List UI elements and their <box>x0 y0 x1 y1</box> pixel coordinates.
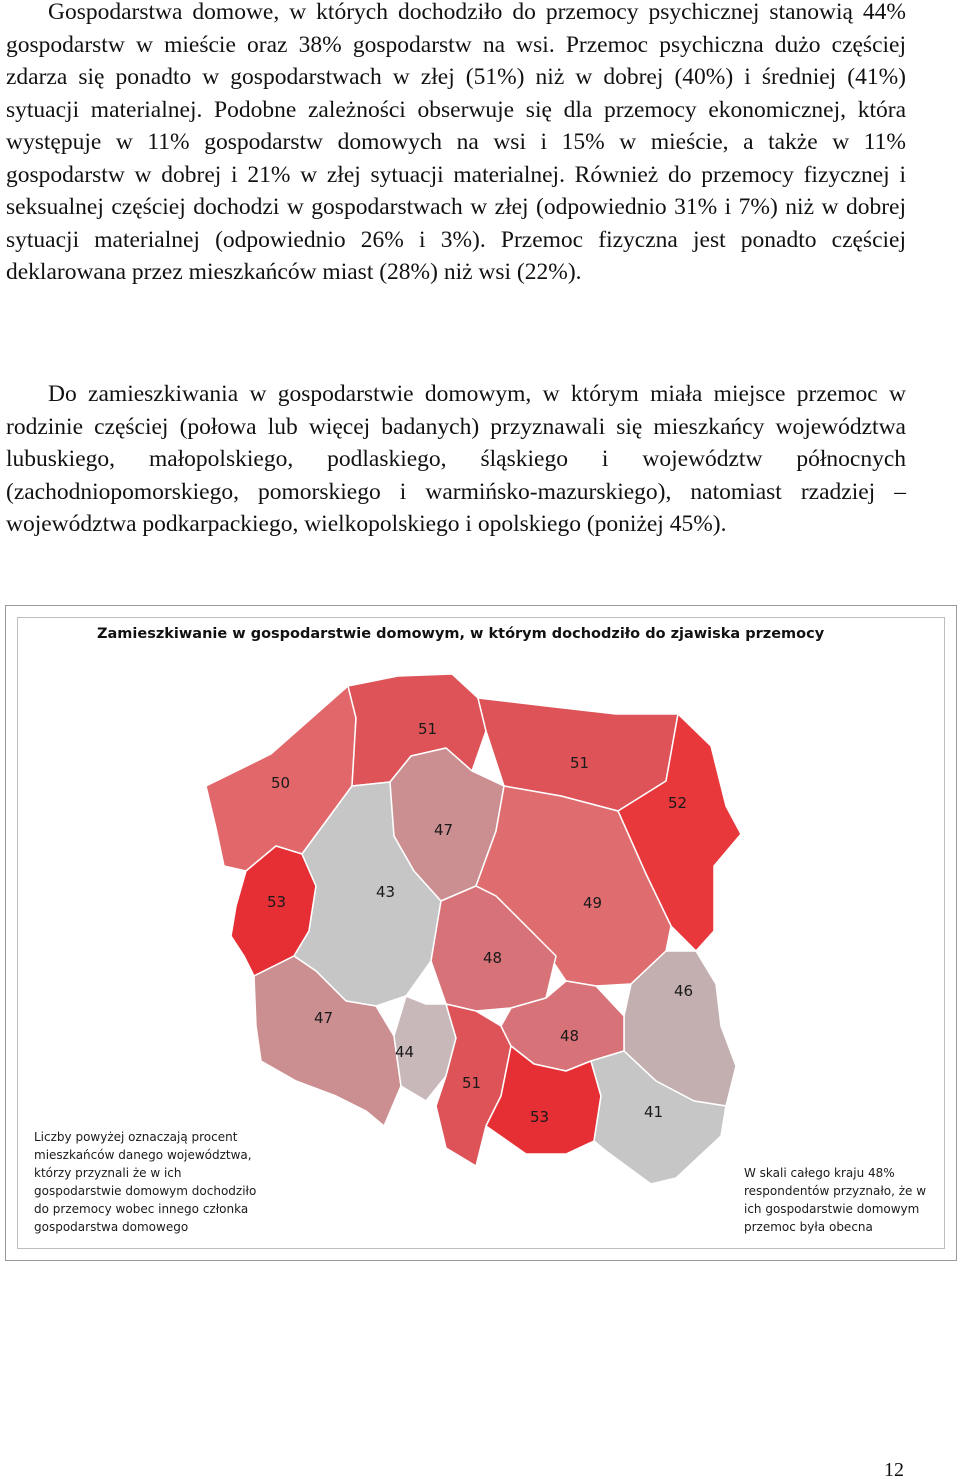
label-opolskie: 44 <box>395 1043 415 1061</box>
paragraph-2-text: Do zamieszkiwania w gospodarstwie domowym, w którym miała miejsce przemoc w rodzinie częściej (połowa lub więcej badanych) przyznawali się mieszkańcy województwa lubuskiego, małopolskiego, podlaskiego, śląskiego i województw północnych (zachodniopomorskiego, pomorskiego i warmińsko-mazurskiego), natomiast rzadziej – województwa podkarpackiego, wielkopolskiego i opolskiego (poniżej 45%). <box>6 381 906 537</box>
map-title: Zamieszkiwanie w gospodarstwie domowym, w którym dochodziło do zjawiska przemocy <box>97 626 825 642</box>
legend-left-line-5: do przemocy wobec innego członka <box>34 1202 249 1216</box>
legend-left-line-6: gospodarstwa domowego <box>34 1220 189 1234</box>
label-mazowieckie: 49 <box>583 894 603 912</box>
legend-right-line-4: przemoc była obecna <box>744 1220 873 1234</box>
page-number: 12 <box>884 1459 904 1481</box>
legend-right-line-3: ich gospodarstwie domowym <box>744 1202 920 1216</box>
label-podlaskie: 52 <box>668 794 688 812</box>
map-figure <box>5 605 957 1261</box>
paragraph-1-text: Gospodarstwa domowe, w których dochodziło do przemocy psychicznej stanowią 44% gospodarstw w mieście oraz 38% gospodarstw na wsi. Przemoc psychiczna dużo częściej zdarza się ponadto w gospodarstwach w złej (51%) niż w dobrej (40%) i średniej (41%) sytuacji materialnej. Podobne zależności obserwuje się dla przemocy ekonomicznej, która występuje w 11% gospodarstw domowych na wsi i 15% w mieście, a także w 11% gospodarstw w dobrej i 21% w złej sytuacji materialnej. Również do przemocy fizycznej i seksualnej częściej dochodzi w gospodarstwach w złej (odpowiednio 31% i 7%) niż w dobrej sytuacji materialnej (odpowiednio 26% i 3%). Przemoc fizyczna jest ponadto częściej deklarowana przez mieszkańców miast (28%) niż wsi (22%). <box>6 0 906 285</box>
label-warminsko-mazurskie: 51 <box>570 754 590 772</box>
legend-left-line-3: którzy przyznali że w ich <box>34 1166 182 1180</box>
label-kujawsko-pomorskie: 47 <box>434 821 454 839</box>
legend-left-line-2: mieszkańców danego województwa, <box>34 1148 252 1162</box>
legend-note-right <box>744 1166 930 1234</box>
label-lubuskie: 53 <box>267 893 287 911</box>
label-zachodniopomorskie: 50 <box>271 774 291 792</box>
legend-right-line-2: respondentów przyznało, że w <box>744 1184 927 1198</box>
label-podkarpackie: 41 <box>644 1103 664 1121</box>
label-slaskie: 51 <box>462 1074 482 1092</box>
paragraph-2 <box>6 378 906 541</box>
label-malopolskie: 53 <box>530 1108 550 1126</box>
label-wielkopolskie: 43 <box>376 883 396 901</box>
label-dolnoslaskie: 47 <box>314 1009 334 1027</box>
legend-right-line-1: W skali całego kraju 48% <box>744 1166 895 1180</box>
legend-left-line-4: gospodarstwie domowym dochodziło <box>34 1184 257 1198</box>
legend-left-line-1: Liczby powyżej oznaczają procent <box>34 1130 238 1144</box>
label-pomorskie: 51 <box>418 720 438 738</box>
label-swietokrzyskie: 48 <box>560 1027 580 1045</box>
legend-note-left <box>34 1130 260 1234</box>
poland-choropleth-map <box>6 606 956 1260</box>
paragraph-1 <box>6 0 906 289</box>
label-lodzkie: 48 <box>483 949 503 967</box>
label-lubelskie: 46 <box>674 982 694 1000</box>
